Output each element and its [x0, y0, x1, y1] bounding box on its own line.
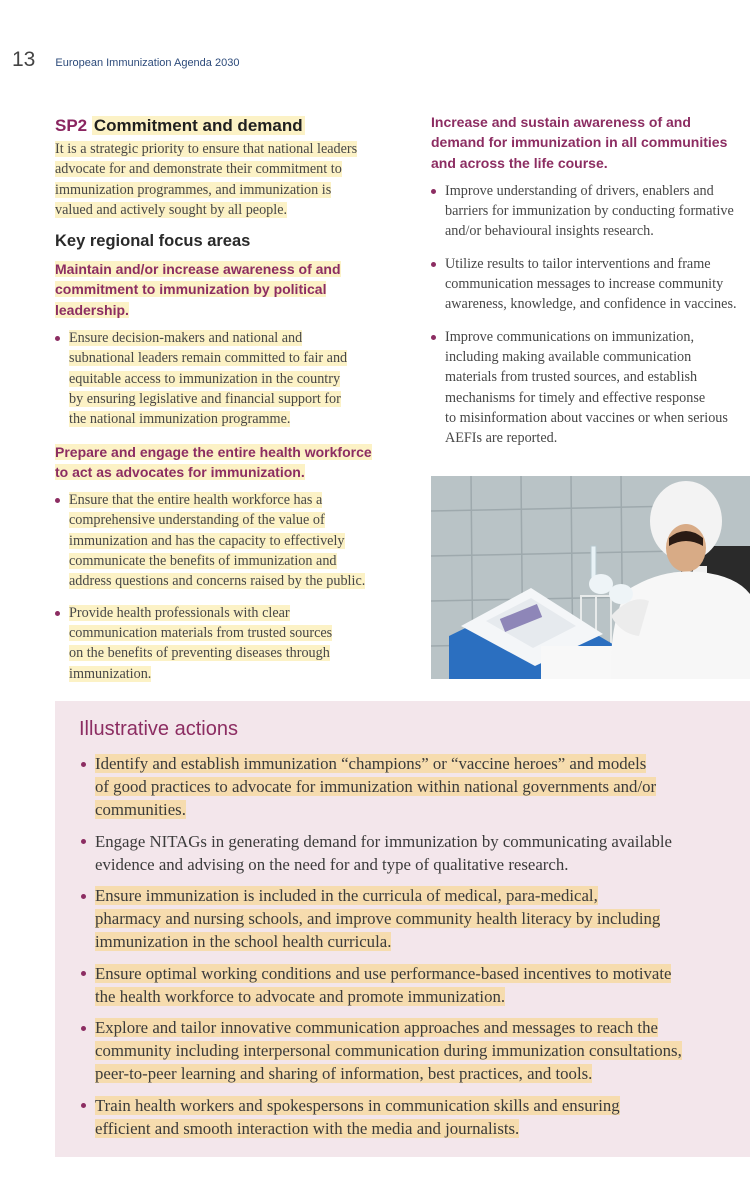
line: the health workforce to advocate and promote immunization. — [95, 986, 506, 1006]
list-item — [431, 181, 750, 242]
page-header — [12, 48, 239, 72]
line: by ensuring legislative and financial support for — [69, 390, 341, 407]
heading-line: leadership. — [55, 301, 129, 318]
bullet-dot — [55, 611, 60, 616]
line: the national immunization programme. — [69, 411, 291, 428]
right-focus-heading — [431, 112, 750, 173]
list-item — [81, 830, 750, 876]
bullet-dot — [431, 262, 436, 267]
bullet-dot — [81, 971, 86, 976]
line: Ensure immunization is included in the curricula of medical, para-medical, — [95, 886, 598, 905]
line: awareness, knowledge, and confidence in vaccines. — [445, 296, 737, 313]
focus-1-list — [55, 328, 400, 429]
bullet-dot — [81, 1103, 86, 1108]
line: evidence and advising on the need for and type of qualitative research. — [95, 854, 569, 874]
line: barriers for immunization by conducting formative — [445, 203, 734, 220]
intro-line: valued and actively sought by all people. — [55, 201, 288, 218]
line: efficient and smooth interaction with the media and journalists. — [95, 1118, 520, 1138]
photo-illustration — [431, 476, 750, 679]
line: peer-to-peer learning and sharing of information, best practices, and tools. — [95, 1064, 593, 1083]
line: Ensure optimal working conditions and use performance-based incentives to motivate — [95, 963, 672, 983]
line: address questions and concerns raised by the public. — [69, 573, 366, 590]
line: Identify and establish immunization “champions” or “vaccine heroes” and models — [95, 754, 647, 773]
line: equitable access to immunization in the country — [69, 370, 341, 387]
intro-line: advocate for and demonstrate their commitment to — [55, 161, 342, 178]
illustrative-actions-list — [81, 752, 750, 1148]
line: Provide health professionals with clear — [69, 604, 290, 621]
line: communication messages to increase community — [445, 276, 724, 293]
line: AEFIs are reported. — [445, 430, 558, 447]
line: subnational leaders remain committed to fair and — [69, 350, 348, 367]
focus-1-heading — [55, 259, 400, 320]
line: Ensure decision-makers and national and — [69, 330, 303, 347]
list-item — [55, 603, 400, 684]
line: mechanisms for timely and effective response — [445, 389, 706, 406]
bullet-dot — [55, 336, 60, 341]
focus-areas-heading: Key regional focus areas — [55, 232, 251, 251]
strategic-priority-title — [55, 113, 400, 139]
list-item — [81, 962, 750, 1008]
line: Train health workers and spokespersons in communication skills and ensuring — [95, 1095, 620, 1115]
line: immunization in the school health curricula. — [95, 932, 392, 951]
line: including making available communication — [445, 348, 692, 365]
line: and/or behavioural insights research. — [445, 223, 654, 240]
line: pharmacy and nursing schools, and improve community health literacy by including — [95, 909, 661, 928]
list-item — [81, 752, 750, 821]
list-item — [431, 254, 750, 315]
line: Explore and tailor innovative communication approaches and messages to reach the — [95, 1018, 658, 1037]
heading-line: demand for immunization in all communities — [431, 134, 728, 151]
line: comprehensive understanding of the value of — [69, 512, 325, 529]
bullet-dot — [81, 1026, 86, 1031]
list-item — [55, 328, 400, 429]
bullet-dot — [55, 498, 60, 503]
sp-title-text: Commitment and demand — [93, 116, 303, 135]
bullet-dot — [431, 335, 436, 340]
bullet-dot — [81, 894, 86, 899]
illustrative-actions-title: Illustrative actions — [79, 718, 238, 740]
left-column — [55, 113, 400, 684]
line: community including interpersonal communication during immunization consultations, — [95, 1041, 682, 1060]
illustrative-actions-box — [55, 701, 750, 1157]
heading-line: Prepare and engage the entire health workforce — [55, 443, 372, 460]
list-item — [81, 1016, 750, 1085]
health-worker-photo — [431, 476, 750, 679]
line: immunization. — [69, 665, 152, 682]
line: of good practices to advocate for immunization within national governments and/or — [95, 777, 657, 796]
bullet-dot — [81, 762, 86, 767]
intro-line: immunization programmes, and immunization is — [55, 181, 332, 198]
list-item — [81, 1094, 750, 1140]
intro-paragraph — [55, 139, 400, 220]
focus-2-heading — [55, 442, 400, 483]
list-item — [55, 490, 400, 591]
line: communities. — [95, 800, 186, 819]
line: on the benefits of preventing diseases through — [69, 645, 330, 662]
right-column — [431, 112, 750, 448]
focus-2-list — [55, 490, 400, 684]
line: to misinformation about vaccines or when serious — [445, 409, 728, 426]
sp-code: SP2 — [55, 116, 88, 135]
list-item — [81, 884, 750, 953]
heading-line: and across the life course. — [431, 154, 608, 171]
bullet-dot — [431, 189, 436, 194]
list-item — [431, 327, 750, 449]
line: immunization and has the capacity to effectively — [69, 532, 345, 549]
line: Ensure that the entire health workforce has a — [69, 492, 323, 509]
heading-line: Maintain and/or increase awareness of and — [55, 261, 341, 278]
running-title: European Immunization Agenda 2030 — [55, 57, 240, 69]
line: Engage NITAGs in generating demand for immunization by communicating available — [95, 831, 672, 851]
heading-line: commitment to immunization by political — [55, 281, 327, 298]
intro-line: It is a strategic priority to ensure that national leaders — [55, 141, 358, 157]
page-number: 13 — [12, 48, 36, 71]
line: communication materials from trusted sources — [69, 624, 333, 641]
line: Utilize results to tailor interventions and frame — [445, 255, 711, 272]
line: Improve communications on immunization, — [445, 328, 695, 345]
heading-line: to act as advocates for immunization. — [55, 463, 305, 480]
bullet-dot — [81, 839, 86, 844]
heading-line: Increase and sustain awareness of and — [431, 114, 691, 130]
line: communicate the benefits of immunization and — [69, 553, 337, 570]
line: Improve understanding of drivers, enablers and — [445, 182, 714, 199]
line: materials from trusted sources, and establish — [445, 369, 698, 386]
right-focus-list — [431, 181, 750, 449]
